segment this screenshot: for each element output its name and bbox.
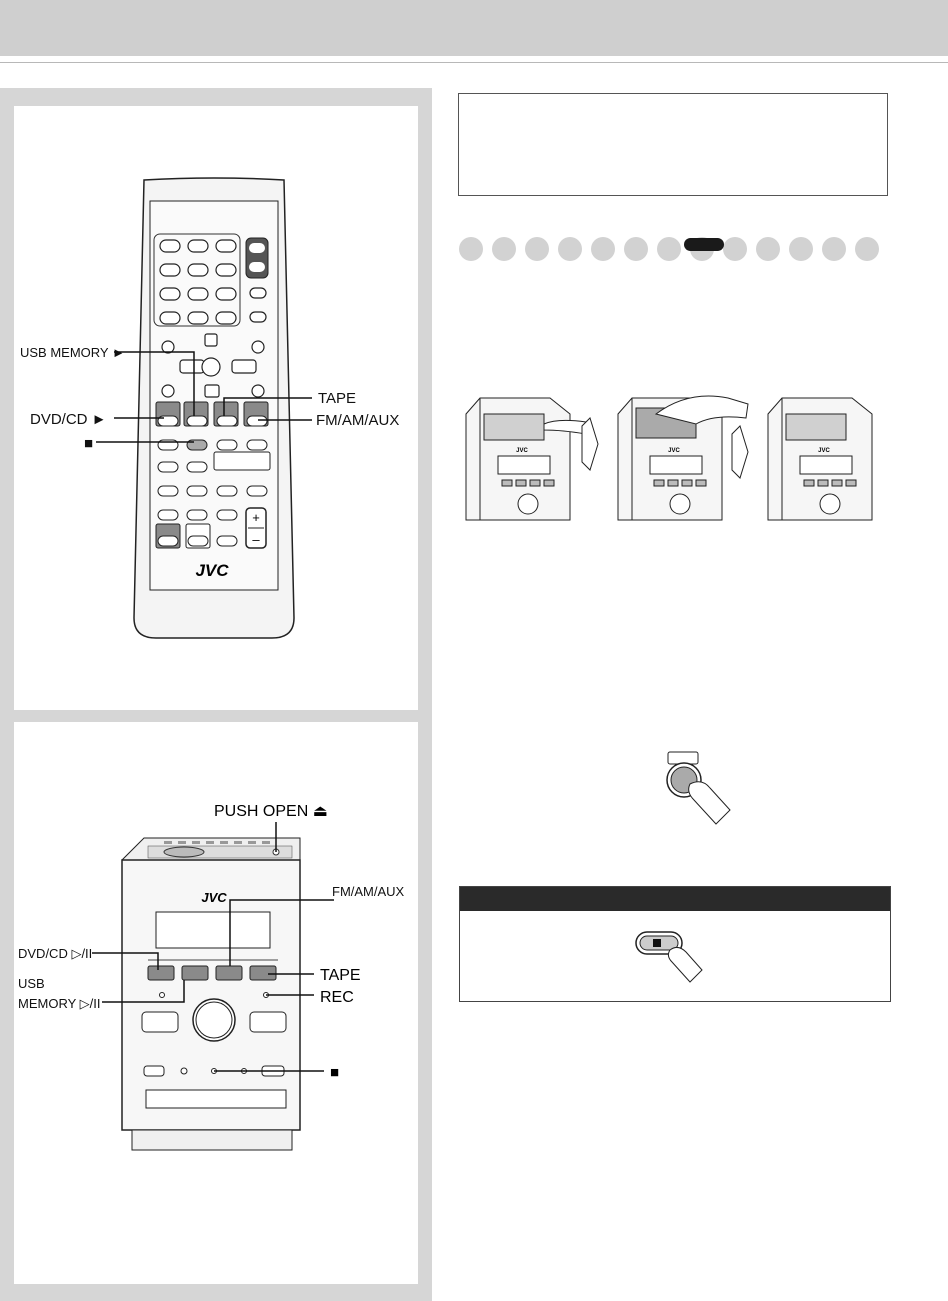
label-unit-usb-1: USB xyxy=(18,976,45,991)
remote-panel xyxy=(14,106,418,710)
remote-brand-logo: JVC xyxy=(195,561,229,580)
volume-minus-label: – xyxy=(252,532,260,547)
unit-illustration xyxy=(14,722,418,1284)
illustration-3-brand: JVC xyxy=(818,448,830,454)
cassette-open-sequence xyxy=(458,384,888,524)
label-usb-memory: USB MEMORY ► xyxy=(20,345,125,360)
volume-plus-label: + xyxy=(252,510,260,525)
label-unit-usb-2: MEMORY ▷/II xyxy=(18,996,101,1011)
press-button-illustration xyxy=(650,748,750,830)
label-unit-dvd-cd: DVD/CD ▷/II xyxy=(18,946,93,961)
label-dvd-cd: DVD/CD ► xyxy=(30,411,107,428)
illustration-2-brand: JVC xyxy=(668,448,680,454)
label-unit-rec: REC xyxy=(320,989,354,1006)
note-box xyxy=(458,93,888,196)
stop-icon xyxy=(653,939,661,947)
stop-button-illustration xyxy=(632,928,742,990)
label-tape: TAPE xyxy=(318,390,357,407)
step-badge xyxy=(684,238,724,251)
label-unit-tape: TAPE xyxy=(320,967,361,984)
illustration-1-brand: JVC xyxy=(516,448,528,454)
label-push-open: PUSH OPEN ⏏ xyxy=(214,803,328,820)
label-fm-am-aux: FM/AM/AUX xyxy=(316,412,400,429)
header-band xyxy=(0,0,948,56)
unit-brand-logo: JVC xyxy=(201,890,227,905)
remote-illustration xyxy=(14,106,418,710)
label-unit-fm-am-aux: FM/AM/AUX xyxy=(332,884,405,899)
step-indicator xyxy=(456,234,892,266)
header-rule xyxy=(0,62,948,63)
stop-instruction-header xyxy=(460,887,890,911)
unit-panel xyxy=(14,722,418,1284)
label-unit-stop: ■ xyxy=(330,1064,340,1081)
label-stop: ■ xyxy=(84,435,94,452)
